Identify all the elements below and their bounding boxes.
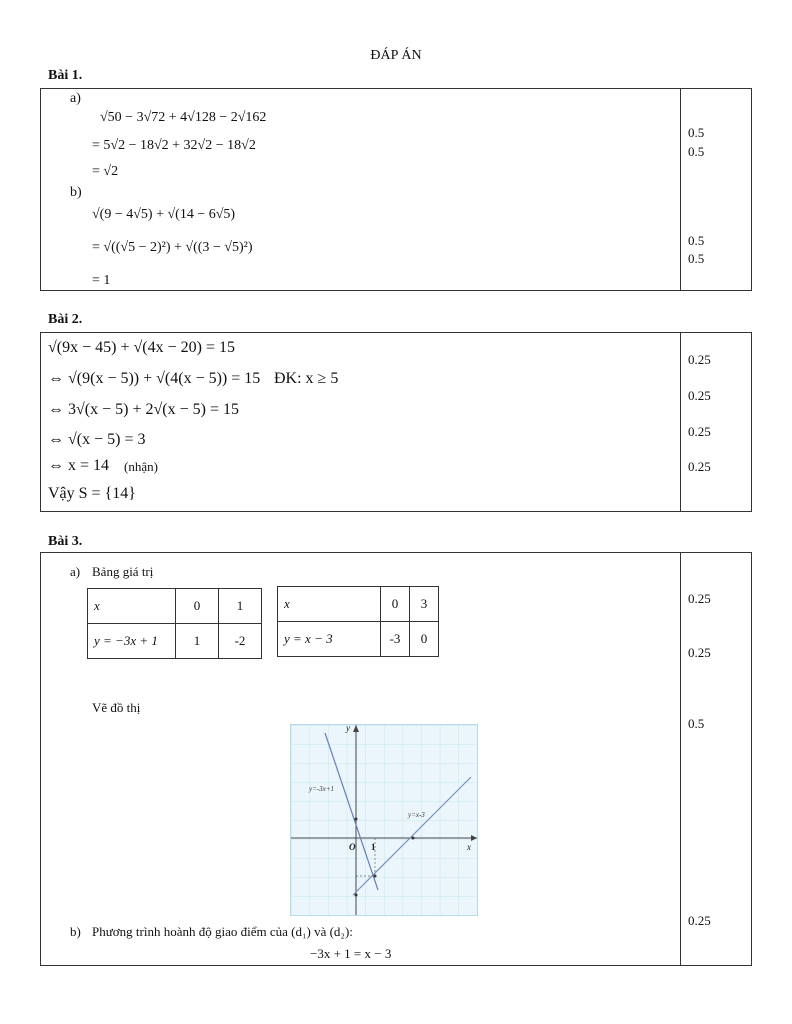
graph-label-d2: y=x-3 [408,811,425,819]
table2-cell: 3 [410,587,439,622]
bai2-line5: ⇔ x = 14 [48,457,110,474]
bai1-score-4: 0.5 [688,251,705,266]
graph-origin: O [349,842,356,852]
bai3-b-text: Phương trình hoành độ giao điểm của (d₁) và (d₂): [92,924,353,939]
bai2-line1: √(9x − 45) + √(4x − 20) = 15 [48,339,235,356]
bai1-score-3: 0.5 [688,233,705,248]
bai3-heading: Bài 3. [48,534,83,549]
bai1-a-label: a) [70,91,81,106]
function-graph [290,724,478,916]
table2-cell: 0 [381,587,410,622]
draw-graph-text: Vẽ đồ thị [92,700,141,715]
value-table-2 [277,586,439,657]
bai1-b-line3: = 1 [92,273,111,288]
bai1-a-line2: = 5√2 − 18√2 + 32√2 − 18√2 [92,138,256,153]
table2-cell: -3 [381,622,410,657]
bai1-score-2: 0.5 [688,144,705,159]
value-table-1 [87,588,262,659]
bai1-b-line2: = √((√5 − 2)²) + √((3 − √5)²) [92,240,253,255]
bai3-divider [680,552,681,966]
table1-cell: 1 [176,624,219,659]
bai3-score-2: 0.25 [688,645,711,660]
bai2-accepted: (nhận) [124,459,158,474]
bai2-line4: ⇔ √(x − 5) = 3 [48,431,146,448]
bai1-b-line1: √(9 − 4√5) + √(14 − 6√5) [92,207,236,222]
table1-cell: 0 [176,589,219,624]
bai3-a-label: a) [70,564,81,579]
table2-y-label: y = x − 3 [278,622,381,657]
bai2-score-2: 0.25 [688,388,711,403]
bai2-divider [680,332,681,512]
bai2-conclusion: Vậy S = {14} [48,485,136,502]
bai2-score-3: 0.25 [688,424,711,439]
bai1-b-label: b) [70,185,82,200]
bai3-a-text: Bảng giá trị [92,564,154,579]
bai3-score-4: 0.25 [688,913,711,928]
table1-y-label: y = −3x + 1 [88,624,176,659]
bai2-heading: Bài 2. [48,312,83,327]
bai3-b-equation: −3x + 1 = x − 3 [310,946,392,961]
bai2-box [40,332,752,512]
bai3-score-1: 0.25 [688,591,711,606]
bai1-heading: Bài 1. [48,68,83,83]
bai1-a-line1: √50 − 3√72 + 4√128 − 2√162 [100,110,267,125]
bai2-line3: ⇔ 3√(x − 5) + 2√(x − 5) = 15 [48,401,239,418]
table1-cell: -2 [219,624,262,659]
bai2-score-4: 0.25 [688,459,711,474]
bai2-condition: ĐK: x ≥ 5 [274,370,339,387]
bai1-score-1: 0.5 [688,125,705,140]
table2-cell: 0 [410,622,439,657]
table1-cell: 1 [219,589,262,624]
bai1-divider [680,88,681,291]
graph-axis-x: x [467,842,471,852]
graph-tick-one: 1 [371,842,376,852]
bai1-a-line3: = √2 [92,164,119,179]
graph-label-d1: y=-3x+1 [309,785,334,793]
bai3-score-3: 0.5 [688,716,705,731]
page-title: ĐÁP ÁN [370,48,422,63]
graph-axis-y: y [346,725,350,733]
bai2-score-1: 0.25 [688,352,711,367]
bai2-line2: ⇔ √(9(x − 5)) + √(4(x − 5)) = 15 [48,370,261,387]
bai3-b-label: b) [70,924,81,939]
table2-x-label: x [278,587,381,622]
table1-x-label: x [88,589,176,624]
